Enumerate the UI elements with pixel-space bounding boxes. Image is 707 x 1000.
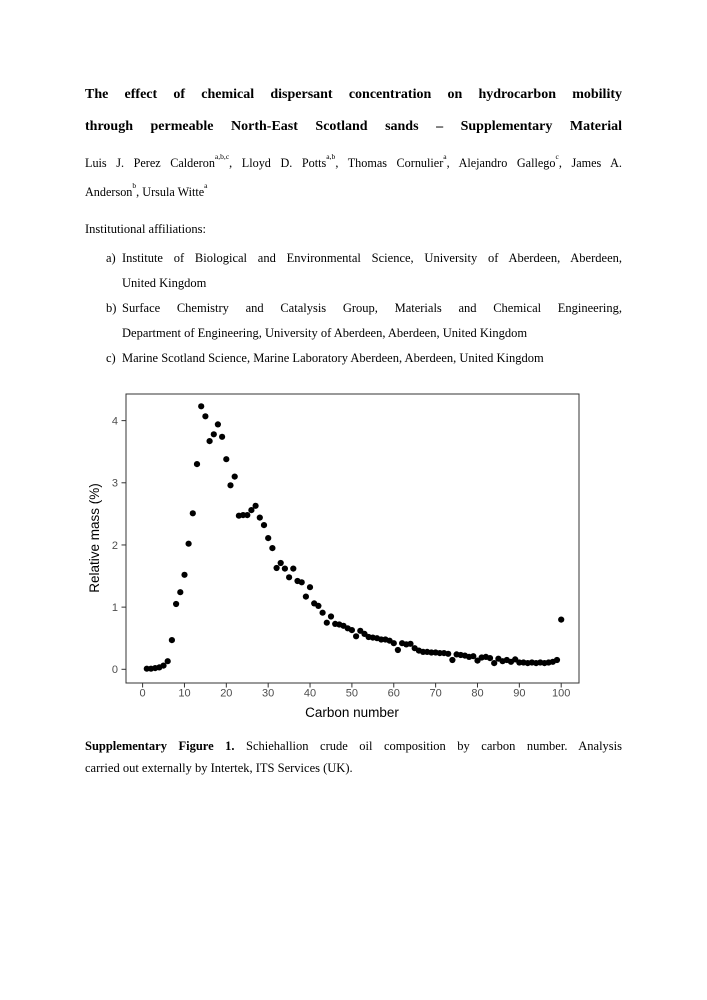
data-point <box>202 413 208 419</box>
caption-figure-label: Supplementary Figure 1. <box>85 739 235 753</box>
y-axis-title: Relative mass (%) <box>87 483 102 593</box>
author-affiliation-superscript: c <box>555 151 559 161</box>
data-point <box>265 535 271 541</box>
data-point <box>282 566 288 572</box>
y-tick-label: 1 <box>111 602 118 615</box>
data-point <box>261 522 267 528</box>
affiliation-text-line: Marine Scotland Science, Marine Laboratory Aberdeen, Aberdeen, United Kingdom <box>122 351 544 365</box>
data-point <box>173 601 179 607</box>
data-point <box>169 637 175 643</box>
x-tick-label: 40 <box>303 687 317 700</box>
caption-text: Schiehallion crude oil composition by carbon number. Analysis <box>234 739 623 753</box>
data-point <box>299 579 305 585</box>
data-point <box>554 657 560 663</box>
x-axis-title: Carbon number <box>305 705 399 720</box>
data-point <box>395 647 401 653</box>
data-point <box>324 620 330 626</box>
x-tick-label: 20 <box>220 687 233 700</box>
data-point <box>328 613 334 619</box>
y-tick-label: 2 <box>111 539 118 552</box>
data-point <box>315 603 321 609</box>
author-affiliation-superscript: a,b,c <box>214 151 230 161</box>
data-point <box>232 474 238 480</box>
x-tick-label: 10 <box>178 687 191 700</box>
data-point <box>177 589 183 595</box>
title-line: The effect of chemical dispersant concentration on hydrocarbon mobility <box>85 87 622 102</box>
x-tick-label: 60 <box>387 687 400 700</box>
x-tick-label: 50 <box>345 687 359 700</box>
data-point <box>211 431 217 437</box>
data-point <box>223 456 229 462</box>
figure-caption <box>85 735 622 779</box>
plot-panel <box>126 394 579 683</box>
author-list <box>85 149 622 207</box>
caption-text: carried out externally by Intertek, ITS Services (UK). <box>85 761 353 775</box>
x-tick-label: 0 <box>139 687 146 700</box>
data-point <box>303 594 309 600</box>
data-point <box>219 434 225 440</box>
affiliation-text-line: United Kingdom <box>122 276 207 290</box>
data-point <box>320 610 326 616</box>
data-point <box>244 512 250 518</box>
author-line: Anderson$^b$, Ursula Witte$^a$ <box>85 180 208 199</box>
paper-title <box>85 79 622 143</box>
data-point <box>253 503 259 509</box>
data-point <box>207 438 213 444</box>
author-line: Luis J. Perez Calderon$^{a,b,c}$, Lloyd D. Potts$^{a,b}$, Thomas Cornulier$^a$, Alejandro Gallego$^c$, James A. <box>85 151 622 170</box>
affiliation-item-b <box>85 296 622 346</box>
affiliation-label: c) <box>106 351 116 365</box>
data-point <box>278 560 284 566</box>
affiliation-label: a) <box>106 251 116 265</box>
affiliation-label: b) <box>106 301 117 315</box>
affiliation-text-line: Surface Chemistry and Catalysis Group, Materials and Chemical Engineering, <box>122 301 622 315</box>
affiliation-item-a <box>85 246 622 296</box>
data-point <box>391 640 397 646</box>
affiliation-item-c <box>85 346 622 371</box>
author-affiliation-superscript: a <box>443 151 447 161</box>
data-point <box>449 657 455 663</box>
author-affiliation-superscript: a,b <box>326 151 336 161</box>
affiliation-text-line: Department of Engineering, University of Aberdeen, Aberdeen, United Kingdom <box>122 326 528 340</box>
x-tick-label: 80 <box>471 687 484 700</box>
data-point <box>274 565 280 571</box>
data-point <box>194 461 200 467</box>
scatter-plot <box>85 388 590 728</box>
figure-1-chart <box>85 388 590 728</box>
data-point <box>290 566 296 572</box>
affiliations-list <box>85 246 622 371</box>
y-tick-label: 4 <box>111 415 118 428</box>
data-point <box>257 515 263 521</box>
y-tick-label: 3 <box>111 477 118 490</box>
data-point <box>190 510 196 516</box>
title-line: through permeable North-East Scotland sands – Supplementary Material <box>85 119 622 134</box>
data-point <box>558 617 564 623</box>
affiliation-text-line: Institute of Biological and Environmental Science, University of Aberdeen, Aberdeen, <box>122 251 622 265</box>
data-point <box>227 482 233 488</box>
data-point <box>181 572 187 578</box>
affiliations-heading: Institutional affiliations: <box>85 222 206 236</box>
x-tick-label: 70 <box>429 687 442 700</box>
author-affiliation-superscript: b <box>132 180 137 190</box>
x-tick-label: 100 <box>552 687 571 700</box>
x-tick-label: 30 <box>262 687 275 700</box>
data-point <box>286 574 292 580</box>
data-point <box>186 541 192 547</box>
caption-line <box>85 757 622 779</box>
caption-line <box>85 735 622 757</box>
data-point <box>487 655 493 661</box>
data-point <box>349 627 355 633</box>
data-point <box>215 421 221 427</box>
data-point <box>198 403 204 409</box>
x-tick-label: 90 <box>513 687 526 700</box>
data-point <box>269 545 275 551</box>
data-point <box>353 633 359 639</box>
data-point <box>307 584 313 590</box>
data-point <box>165 658 171 664</box>
y-tick-label: 0 <box>111 664 118 677</box>
data-point <box>445 651 451 657</box>
author-affiliation-superscript: a <box>204 180 208 190</box>
